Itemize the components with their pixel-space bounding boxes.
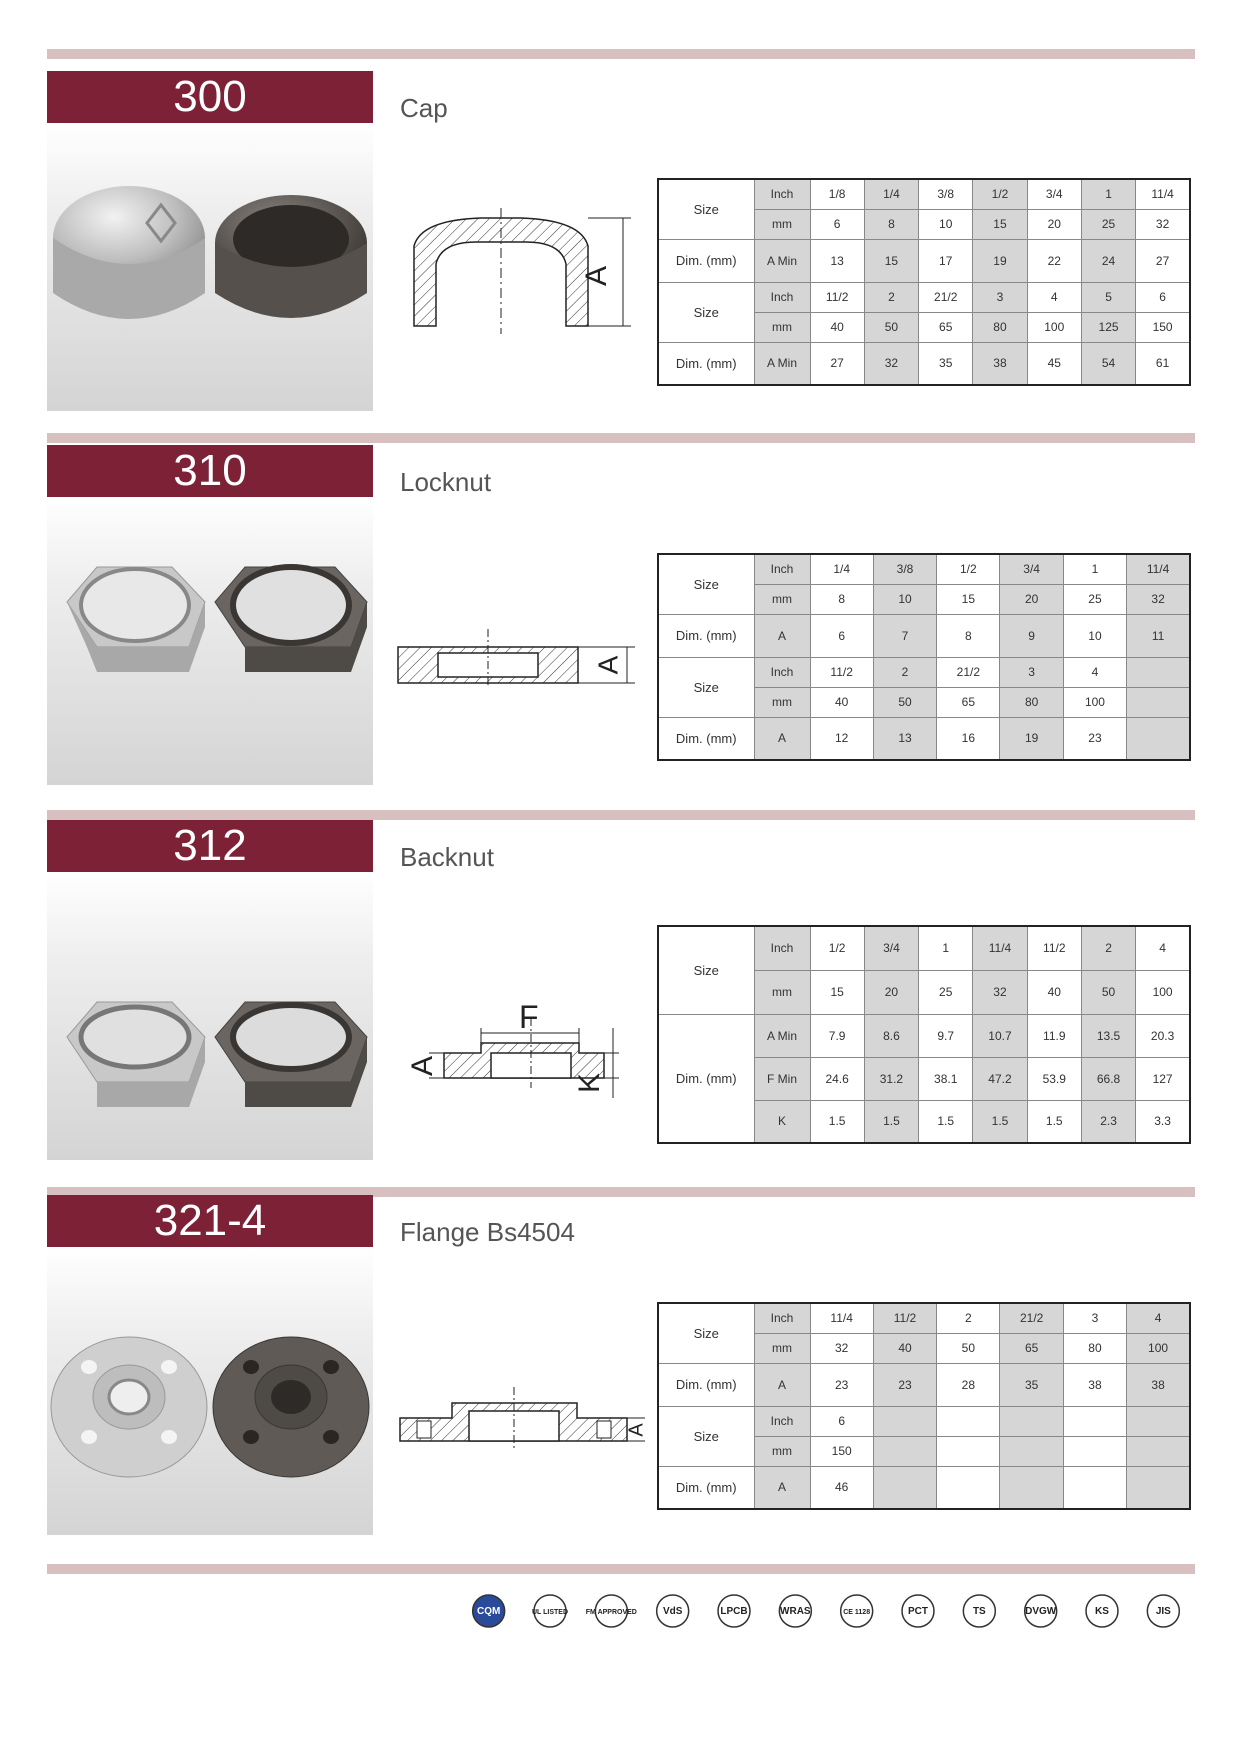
table-cell: 25 [1063, 584, 1126, 614]
table-cell: 35 [919, 342, 973, 385]
dimension-label: A [580, 265, 613, 287]
section-divider [47, 433, 1195, 443]
table-cell: 1.5 [810, 1100, 864, 1143]
table-cell: 1 [1063, 554, 1126, 584]
table-cell: 10 [1063, 614, 1126, 657]
certification-logo [841, 1595, 873, 1627]
table-cell: 23 [1063, 717, 1126, 760]
certification-logo [779, 1595, 811, 1627]
table-cell: 2 [864, 282, 918, 312]
table-cell: 10.7 [973, 1014, 1027, 1057]
row-group-label: Size [658, 179, 754, 239]
table-cell: 80 [1000, 687, 1063, 717]
technical-drawing [395, 627, 645, 687]
table-cell [873, 1436, 936, 1466]
table-cell: 15 [810, 970, 864, 1014]
table-cell: 12 [810, 717, 873, 760]
table-cell: 54 [1081, 342, 1135, 385]
table-cell: 45 [1027, 342, 1081, 385]
product-photo [47, 497, 373, 785]
row-sub-label: A [754, 717, 810, 760]
table-cell: 66.8 [1081, 1057, 1135, 1100]
row-sub-label: Inch [754, 1406, 810, 1436]
table-cell [1127, 1466, 1190, 1509]
table-cell: 80 [973, 312, 1027, 342]
svg-text:WRAS: WRAS [780, 1606, 811, 1617]
table-cell: 100 [1063, 687, 1126, 717]
table-cell: 11/4 [810, 1303, 873, 1333]
certification-logo [586, 1595, 637, 1627]
table-cell: 13 [810, 239, 864, 282]
table-cell [1127, 1436, 1190, 1466]
spec-table [657, 553, 1191, 761]
certification-logos [458, 1591, 1194, 1631]
table-cell: 1/2 [937, 554, 1000, 584]
table-cell: 40 [810, 312, 864, 342]
product-code: 312 [47, 820, 373, 872]
table-cell: 6 [810, 209, 864, 239]
table-cell [1127, 717, 1190, 760]
table-cell: 3.3 [1136, 1100, 1190, 1143]
table-cell: 9.7 [919, 1014, 973, 1057]
table-cell: 17 [919, 239, 973, 282]
svg-text:KS: KS [1095, 1606, 1109, 1617]
table-cell [1063, 1466, 1126, 1509]
table-cell: 11.9 [1027, 1014, 1081, 1057]
technical-drawing [411, 206, 641, 336]
svg-text:FM APPROVED: FM APPROVED [585, 1609, 637, 1616]
table-cell: 40 [1027, 970, 1081, 1014]
spec-table [657, 925, 1191, 1144]
certification-logo [902, 1595, 934, 1627]
table-cell: 8 [864, 209, 918, 239]
table-cell: 6 [810, 1406, 873, 1436]
certification-logo [657, 1595, 689, 1627]
table-cell: 150 [810, 1436, 873, 1466]
table-cell: 20 [1027, 209, 1081, 239]
table-cell: 11 [1127, 614, 1190, 657]
table-cell: 50 [937, 1333, 1000, 1363]
svg-text:CE 1128: CE 1128 [843, 1609, 871, 1616]
row-group-label: Size [658, 1303, 754, 1363]
row-sub-label: Inch [754, 926, 810, 970]
table-cell: 35 [1000, 1363, 1063, 1406]
product-name: Cap [400, 93, 448, 123]
table-cell: 2 [873, 657, 936, 687]
certification-logo [1086, 1595, 1118, 1627]
table-cell: 3/4 [864, 926, 918, 970]
table-cell: 19 [973, 239, 1027, 282]
table-cell: 25 [1081, 209, 1135, 239]
table-cell [873, 1406, 936, 1436]
product-code: 300 [47, 71, 373, 123]
table-cell [1000, 1466, 1063, 1509]
table-cell [1127, 657, 1190, 687]
table-cell: 11/4 [973, 926, 1027, 970]
certification-logo [1147, 1595, 1179, 1627]
row-sub-label: A Min [754, 342, 810, 385]
product-photo [47, 872, 373, 1160]
technical-drawing [397, 1383, 647, 1453]
row-sub-label: A [754, 614, 810, 657]
product-name: Flange Bs4504 [400, 1217, 575, 1247]
table-cell: 15 [973, 209, 1027, 239]
table-cell: 3/8 [919, 179, 973, 209]
table-cell: 127 [1136, 1057, 1190, 1100]
spec-table [657, 1302, 1191, 1510]
table-cell: 40 [873, 1333, 936, 1363]
row-sub-label: mm [754, 1436, 810, 1466]
row-group-label: Dim. (mm) [658, 239, 754, 282]
row-sub-label: mm [754, 209, 810, 239]
table-cell: 1 [1081, 179, 1135, 209]
table-cell: 20 [864, 970, 918, 1014]
table-cell: 25 [919, 970, 973, 1014]
table-cell: 27 [810, 342, 864, 385]
product-section-cap [47, 71, 1195, 416]
table-cell: 20.3 [1136, 1014, 1190, 1057]
row-sub-label: F Min [754, 1057, 810, 1100]
row-sub-label: mm [754, 1333, 810, 1363]
certification-logo [473, 1595, 505, 1627]
table-cell: 11/2 [1027, 926, 1081, 970]
table-cell [1127, 687, 1190, 717]
table-cell: 1.5 [973, 1100, 1027, 1143]
table-cell: 38 [1127, 1363, 1190, 1406]
product-code: 310 [47, 445, 373, 497]
row-sub-label: Inch [754, 657, 810, 687]
table-cell: 32 [810, 1333, 873, 1363]
svg-text:TS: TS [972, 1606, 986, 1617]
row-sub-label: A Min [754, 239, 810, 282]
table-cell: 8 [810, 584, 873, 614]
row-group-label: Size [658, 926, 754, 1014]
table-cell: 4 [1136, 926, 1190, 970]
svg-text:LPCB: LPCB [720, 1606, 748, 1617]
table-cell: 31.2 [864, 1057, 918, 1100]
product-photo [47, 123, 373, 411]
table-cell: 6 [810, 614, 873, 657]
table-cell [1127, 1406, 1190, 1436]
table-cell: 100 [1127, 1333, 1190, 1363]
table-cell: 1/2 [973, 179, 1027, 209]
table-cell: 3 [973, 282, 1027, 312]
row-group-label: Dim. (mm) [658, 1363, 754, 1406]
row-sub-label: mm [754, 970, 810, 1014]
table-cell: 100 [1027, 312, 1081, 342]
certification-logo [532, 1595, 568, 1627]
table-cell: 7.9 [810, 1014, 864, 1057]
table-cell: 20 [1000, 584, 1063, 614]
table-cell [937, 1466, 1000, 1509]
row-sub-label: mm [754, 687, 810, 717]
table-cell: 11/2 [810, 657, 873, 687]
row-group-label: Size [658, 554, 754, 614]
table-cell: 24 [1081, 239, 1135, 282]
product-code: 321-4 [47, 1195, 373, 1247]
product-section-backnut [47, 820, 1195, 1165]
table-cell: 1/8 [810, 179, 864, 209]
table-cell: 11/4 [1136, 179, 1190, 209]
dimension-label: A [592, 655, 624, 675]
table-cell: 40 [810, 687, 873, 717]
product-section-flange [47, 1195, 1195, 1540]
row-sub-label: Inch [754, 1303, 810, 1333]
dimension-label: A [405, 1055, 439, 1077]
table-cell: 32 [973, 970, 1027, 1014]
table-cell: 47.2 [973, 1057, 1027, 1100]
table-cell: 3/8 [873, 554, 936, 584]
row-sub-label: A [754, 1466, 810, 1509]
table-cell: 125 [1081, 312, 1135, 342]
row-sub-label: A [754, 1363, 810, 1406]
table-cell: 32 [1136, 209, 1190, 239]
table-cell: 13.5 [1081, 1014, 1135, 1057]
table-cell: 15 [937, 584, 1000, 614]
table-cell: 50 [1081, 970, 1135, 1014]
row-group-label: Dim. (mm) [658, 1014, 754, 1143]
row-group-label: Dim. (mm) [658, 1466, 754, 1509]
table-cell: 65 [937, 687, 1000, 717]
table-cell [1000, 1406, 1063, 1436]
certification-logo [718, 1595, 750, 1627]
table-cell: 24.6 [810, 1057, 864, 1100]
table-cell: 3/4 [1000, 554, 1063, 584]
row-group-label: Dim. (mm) [658, 614, 754, 657]
table-cell: 80 [1063, 1333, 1126, 1363]
table-cell: 28 [937, 1363, 1000, 1406]
row-sub-label: mm [754, 312, 810, 342]
table-cell: 23 [873, 1363, 936, 1406]
table-cell: 3/4 [1027, 179, 1081, 209]
product-section-locknut [47, 445, 1195, 790]
table-cell [1000, 1436, 1063, 1466]
row-group-label: Size [658, 657, 754, 717]
table-cell: 23 [810, 1363, 873, 1406]
table-cell: 11/2 [810, 282, 864, 312]
product-name: Locknut [400, 467, 492, 497]
table-cell: 9 [1000, 614, 1063, 657]
table-cell: 1/4 [810, 554, 873, 584]
table-cell: 15 [864, 239, 918, 282]
table-cell: 11/4 [1127, 554, 1190, 584]
table-cell: 3 [1063, 1303, 1126, 1333]
table-cell: 22 [1027, 239, 1081, 282]
table-cell: 5 [1081, 282, 1135, 312]
product-name: Backnut [400, 842, 494, 872]
table-cell [873, 1466, 936, 1509]
row-group-label: Size [658, 1406, 754, 1466]
svg-text:JIS: JIS [1155, 1606, 1171, 1617]
svg-text:PCT: PCT [908, 1606, 928, 1617]
table-cell: 1.5 [1027, 1100, 1081, 1143]
row-sub-label: Inch [754, 554, 810, 584]
table-cell: 21/2 [937, 657, 1000, 687]
svg-text:CQM: CQM [476, 1606, 501, 1617]
row-group-label: Dim. (mm) [658, 342, 754, 385]
dimension-label: F [519, 999, 539, 1035]
table-cell: 2 [937, 1303, 1000, 1333]
row-sub-label: A Min [754, 1014, 810, 1057]
table-cell: 38.1 [919, 1057, 973, 1100]
row-group-label: Size [658, 282, 754, 342]
table-cell: 50 [873, 687, 936, 717]
table-cell: 19 [1000, 717, 1063, 760]
table-cell: 38 [973, 342, 1027, 385]
table-cell: 8 [937, 614, 1000, 657]
table-cell: 6 [1136, 282, 1190, 312]
table-cell: 27 [1136, 239, 1190, 282]
table-cell: 4 [1027, 282, 1081, 312]
table-cell: 61 [1136, 342, 1190, 385]
table-cell: 16 [937, 717, 1000, 760]
table-cell: 4 [1063, 657, 1126, 687]
section-divider [47, 810, 1195, 820]
table-cell: 50 [864, 312, 918, 342]
table-cell: 10 [873, 584, 936, 614]
section-divider [47, 1564, 1195, 1574]
table-cell: 4 [1127, 1303, 1190, 1333]
svg-text:UL LISTED: UL LISTED [531, 1609, 569, 1616]
table-cell: 3 [1000, 657, 1063, 687]
product-photo [47, 1247, 373, 1535]
table-cell: 65 [1000, 1333, 1063, 1363]
table-cell: 8.6 [864, 1014, 918, 1057]
table-cell [1063, 1406, 1126, 1436]
row-sub-label: K [754, 1100, 810, 1143]
svg-text:VdS: VdS [662, 1606, 683, 1617]
row-sub-label: Inch [754, 282, 810, 312]
table-cell: 100 [1136, 970, 1190, 1014]
certification-logo [963, 1595, 995, 1627]
table-cell: 150 [1136, 312, 1190, 342]
table-cell: 10 [919, 209, 973, 239]
table-cell: 2.3 [1081, 1100, 1135, 1143]
table-cell: 65 [919, 312, 973, 342]
table-cell: 21/2 [919, 282, 973, 312]
row-sub-label: Inch [754, 179, 810, 209]
table-cell [937, 1436, 1000, 1466]
table-cell: 32 [1127, 584, 1190, 614]
table-cell [1063, 1436, 1126, 1466]
spec-table [657, 178, 1191, 386]
certification-logo [1025, 1595, 1057, 1627]
table-cell: 38 [1063, 1363, 1126, 1406]
table-cell: 21/2 [1000, 1303, 1063, 1333]
table-cell: 2 [1081, 926, 1135, 970]
row-sub-label: mm [754, 584, 810, 614]
table-cell: 46 [810, 1466, 873, 1509]
table-cell: 1/4 [864, 179, 918, 209]
table-cell: 1.5 [864, 1100, 918, 1143]
table-cell: 1 [919, 926, 973, 970]
table-cell: 53.9 [1027, 1057, 1081, 1100]
table-cell: 1.5 [919, 1100, 973, 1143]
row-group-label: Dim. (mm) [658, 717, 754, 760]
section-divider [47, 49, 1195, 59]
svg-text:DVGW: DVGW [1025, 1606, 1057, 1617]
dimension-label: A [625, 1423, 647, 1437]
dimension-label: K [572, 1073, 606, 1094]
technical-drawing [399, 958, 649, 1098]
table-cell: 32 [864, 342, 918, 385]
table-cell [937, 1406, 1000, 1436]
table-cell: 1/2 [810, 926, 864, 970]
table-cell: 7 [873, 614, 936, 657]
table-cell: 11/2 [873, 1303, 936, 1333]
table-cell: 13 [873, 717, 936, 760]
